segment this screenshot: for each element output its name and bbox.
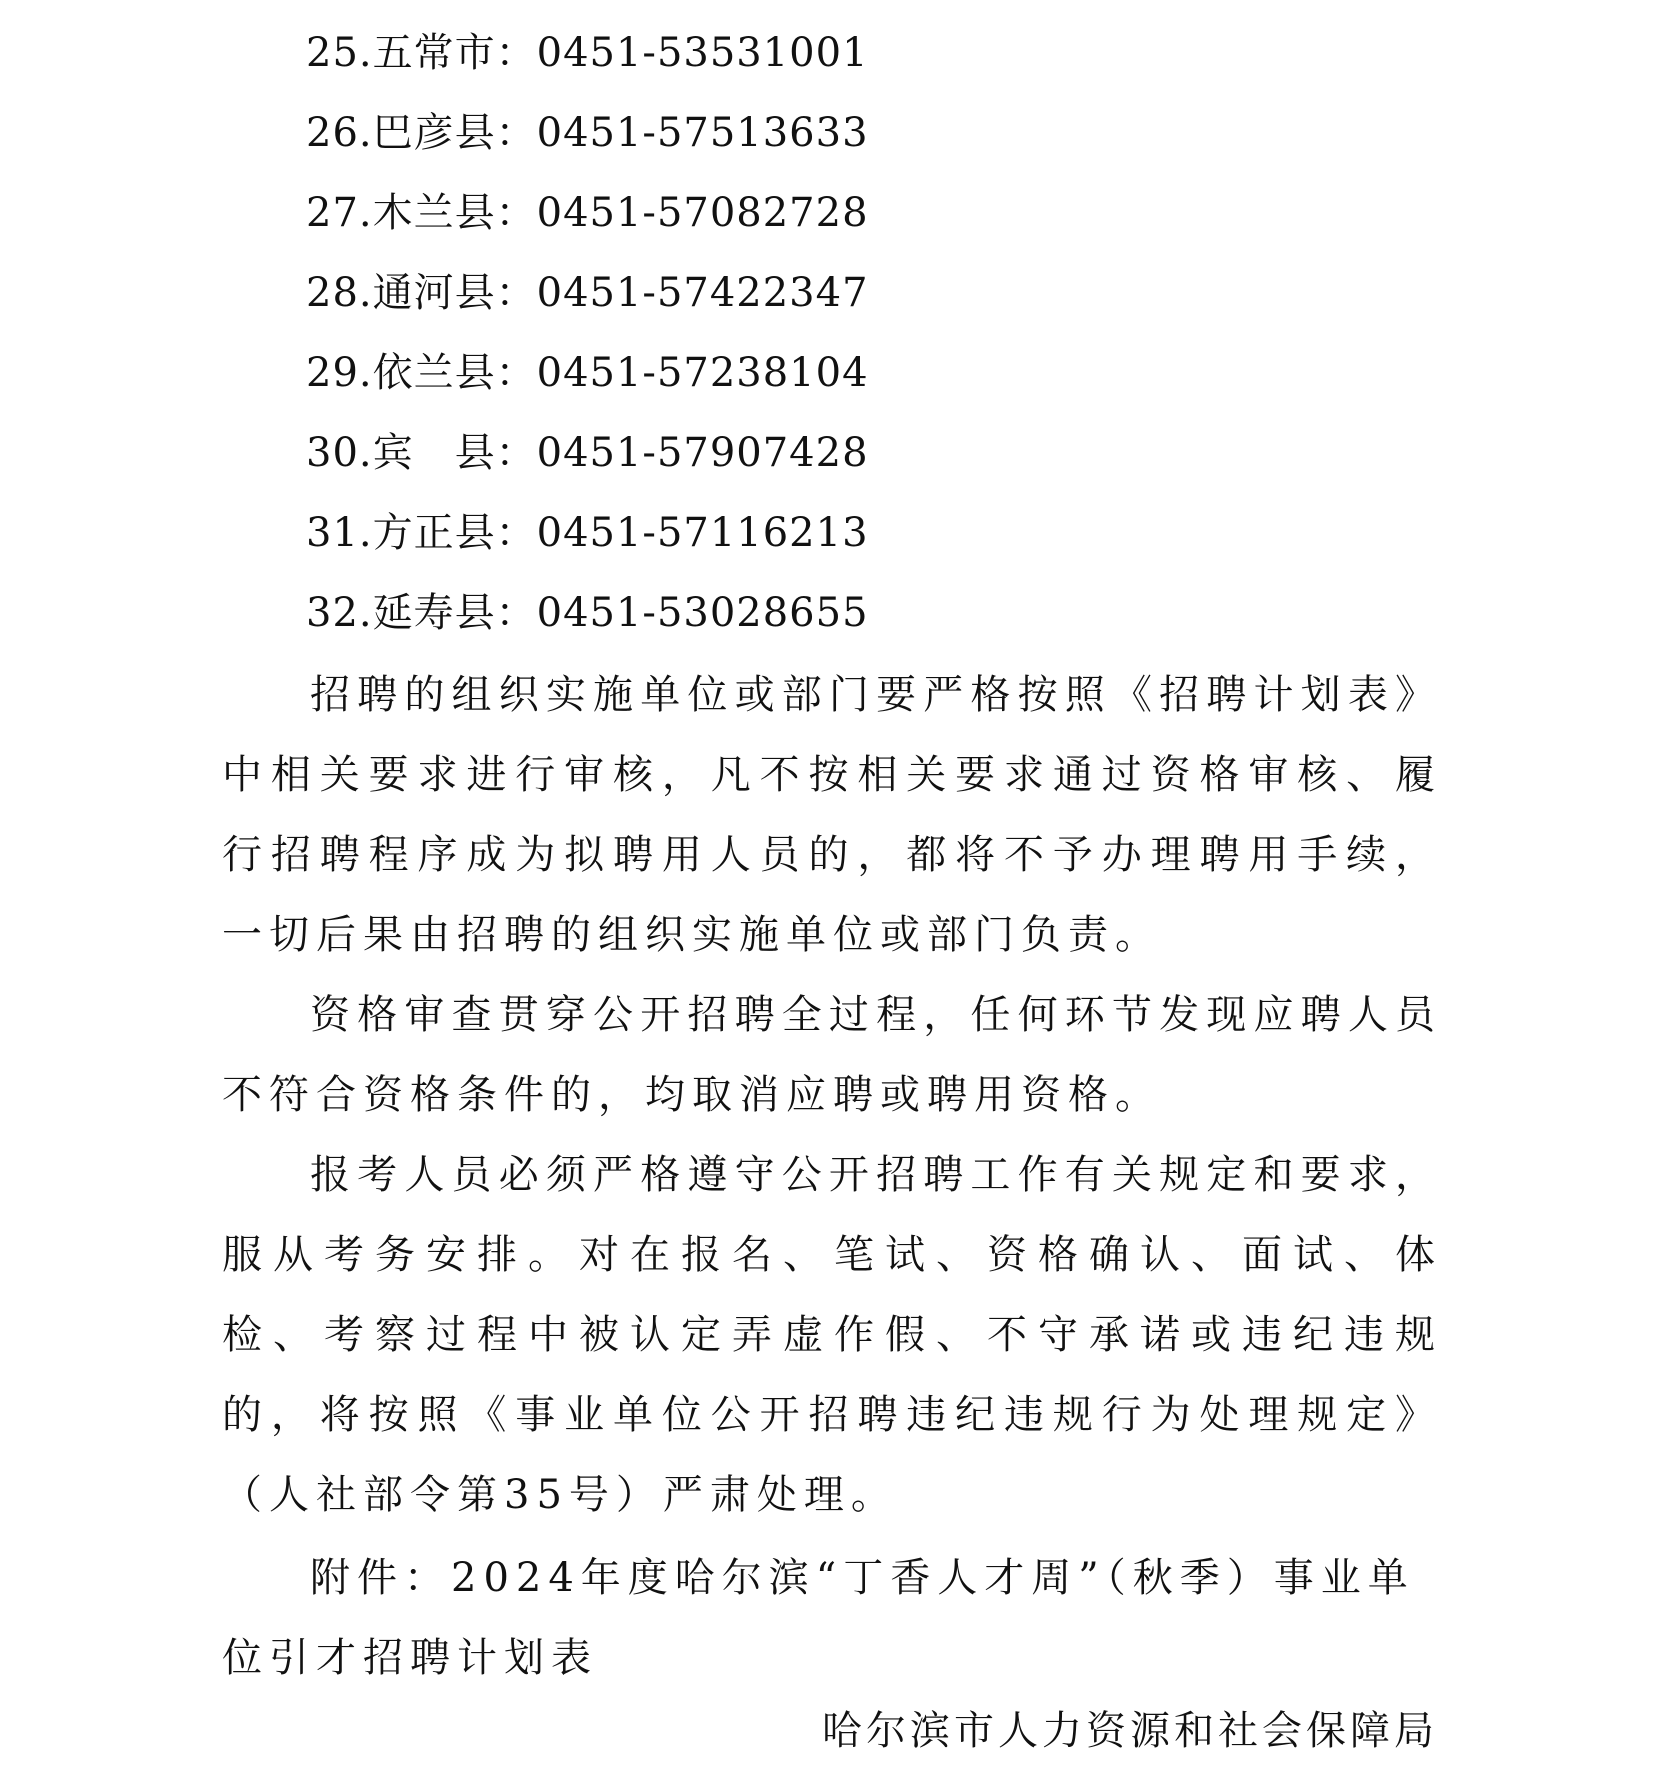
contact-phone: 0451-57513633 xyxy=(536,110,869,156)
contact-number: 31. xyxy=(306,510,373,556)
contact-item xyxy=(306,262,869,342)
contact-item xyxy=(306,22,869,102)
contact-name: 巴彦县： xyxy=(372,110,537,156)
contact-phone: 0451-57238104 xyxy=(536,350,869,396)
contact-phone: 0451-57907428 xyxy=(536,430,869,476)
paragraph-discipline-rules: 报考人员必须严格遵守公开招聘工作有关规定和要求，服从考务安排。对在报名、笔试、资格确认、面试、体检、考察过程中被认定弄虚作假、不守承诺或违纪违规的，将按照《事业单位公开招聘违纪违规行为处理规定》（人社部令第35号）严肃处理。 xyxy=(222,1152,1442,1518)
contact-list xyxy=(306,22,869,662)
attachment-note: 附件：2024年度哈尔滨“丁香人才周”（秋季）事业单位引才招聘计划表 xyxy=(222,1555,1415,1681)
contact-name: 木兰县： xyxy=(372,190,537,236)
contact-item xyxy=(306,102,869,182)
paragraph-qualification-check: 资格审查贯穿公开招聘全过程，任何环节发现应聘人员不符合资格条件的，均取消应聘或聘用资格。 xyxy=(222,992,1442,1118)
body-text xyxy=(222,655,1442,1535)
contact-number: 25. xyxy=(306,30,373,76)
contact-number: 28. xyxy=(306,270,373,316)
contact-number: 29. xyxy=(306,350,373,396)
contact-number: 26. xyxy=(306,110,373,156)
contact-phone: 0451-57082728 xyxy=(536,190,869,236)
issuer-signature: 哈尔滨市人力资源和社会保障局 xyxy=(822,1708,1438,1754)
contact-item xyxy=(306,342,869,422)
contact-item xyxy=(306,582,869,662)
contact-number: 27. xyxy=(306,190,373,236)
contact-item xyxy=(306,502,869,582)
contact-name: 宾 县： xyxy=(372,430,537,476)
contact-name: 通河县： xyxy=(372,270,537,316)
contact-phone: 0451-57422347 xyxy=(536,270,869,316)
contact-name: 五常市： xyxy=(372,30,537,76)
contact-name: 方正县： xyxy=(372,510,537,556)
contact-name: 依兰县： xyxy=(372,350,537,396)
contact-phone: 0451-57116213 xyxy=(536,510,869,556)
contact-phone: 0451-53028655 xyxy=(536,590,869,636)
contact-number: 32. xyxy=(306,590,373,636)
paragraph-review-requirements: 招聘的组织实施单位或部门要严格按照《招聘计划表》中相关要求进行审核，凡不按相关要求通过资格审核、履行招聘程序成为拟聘用人员的，都将不予办理聘用手续，一切后果由招聘的组织实施单位或部门负责。 xyxy=(222,672,1442,958)
contact-item xyxy=(306,182,869,262)
contact-phone: 0451-53531001 xyxy=(536,30,869,76)
contact-item xyxy=(306,422,869,502)
contact-number: 30. xyxy=(306,430,373,476)
contact-name: 延寿县： xyxy=(372,590,537,636)
